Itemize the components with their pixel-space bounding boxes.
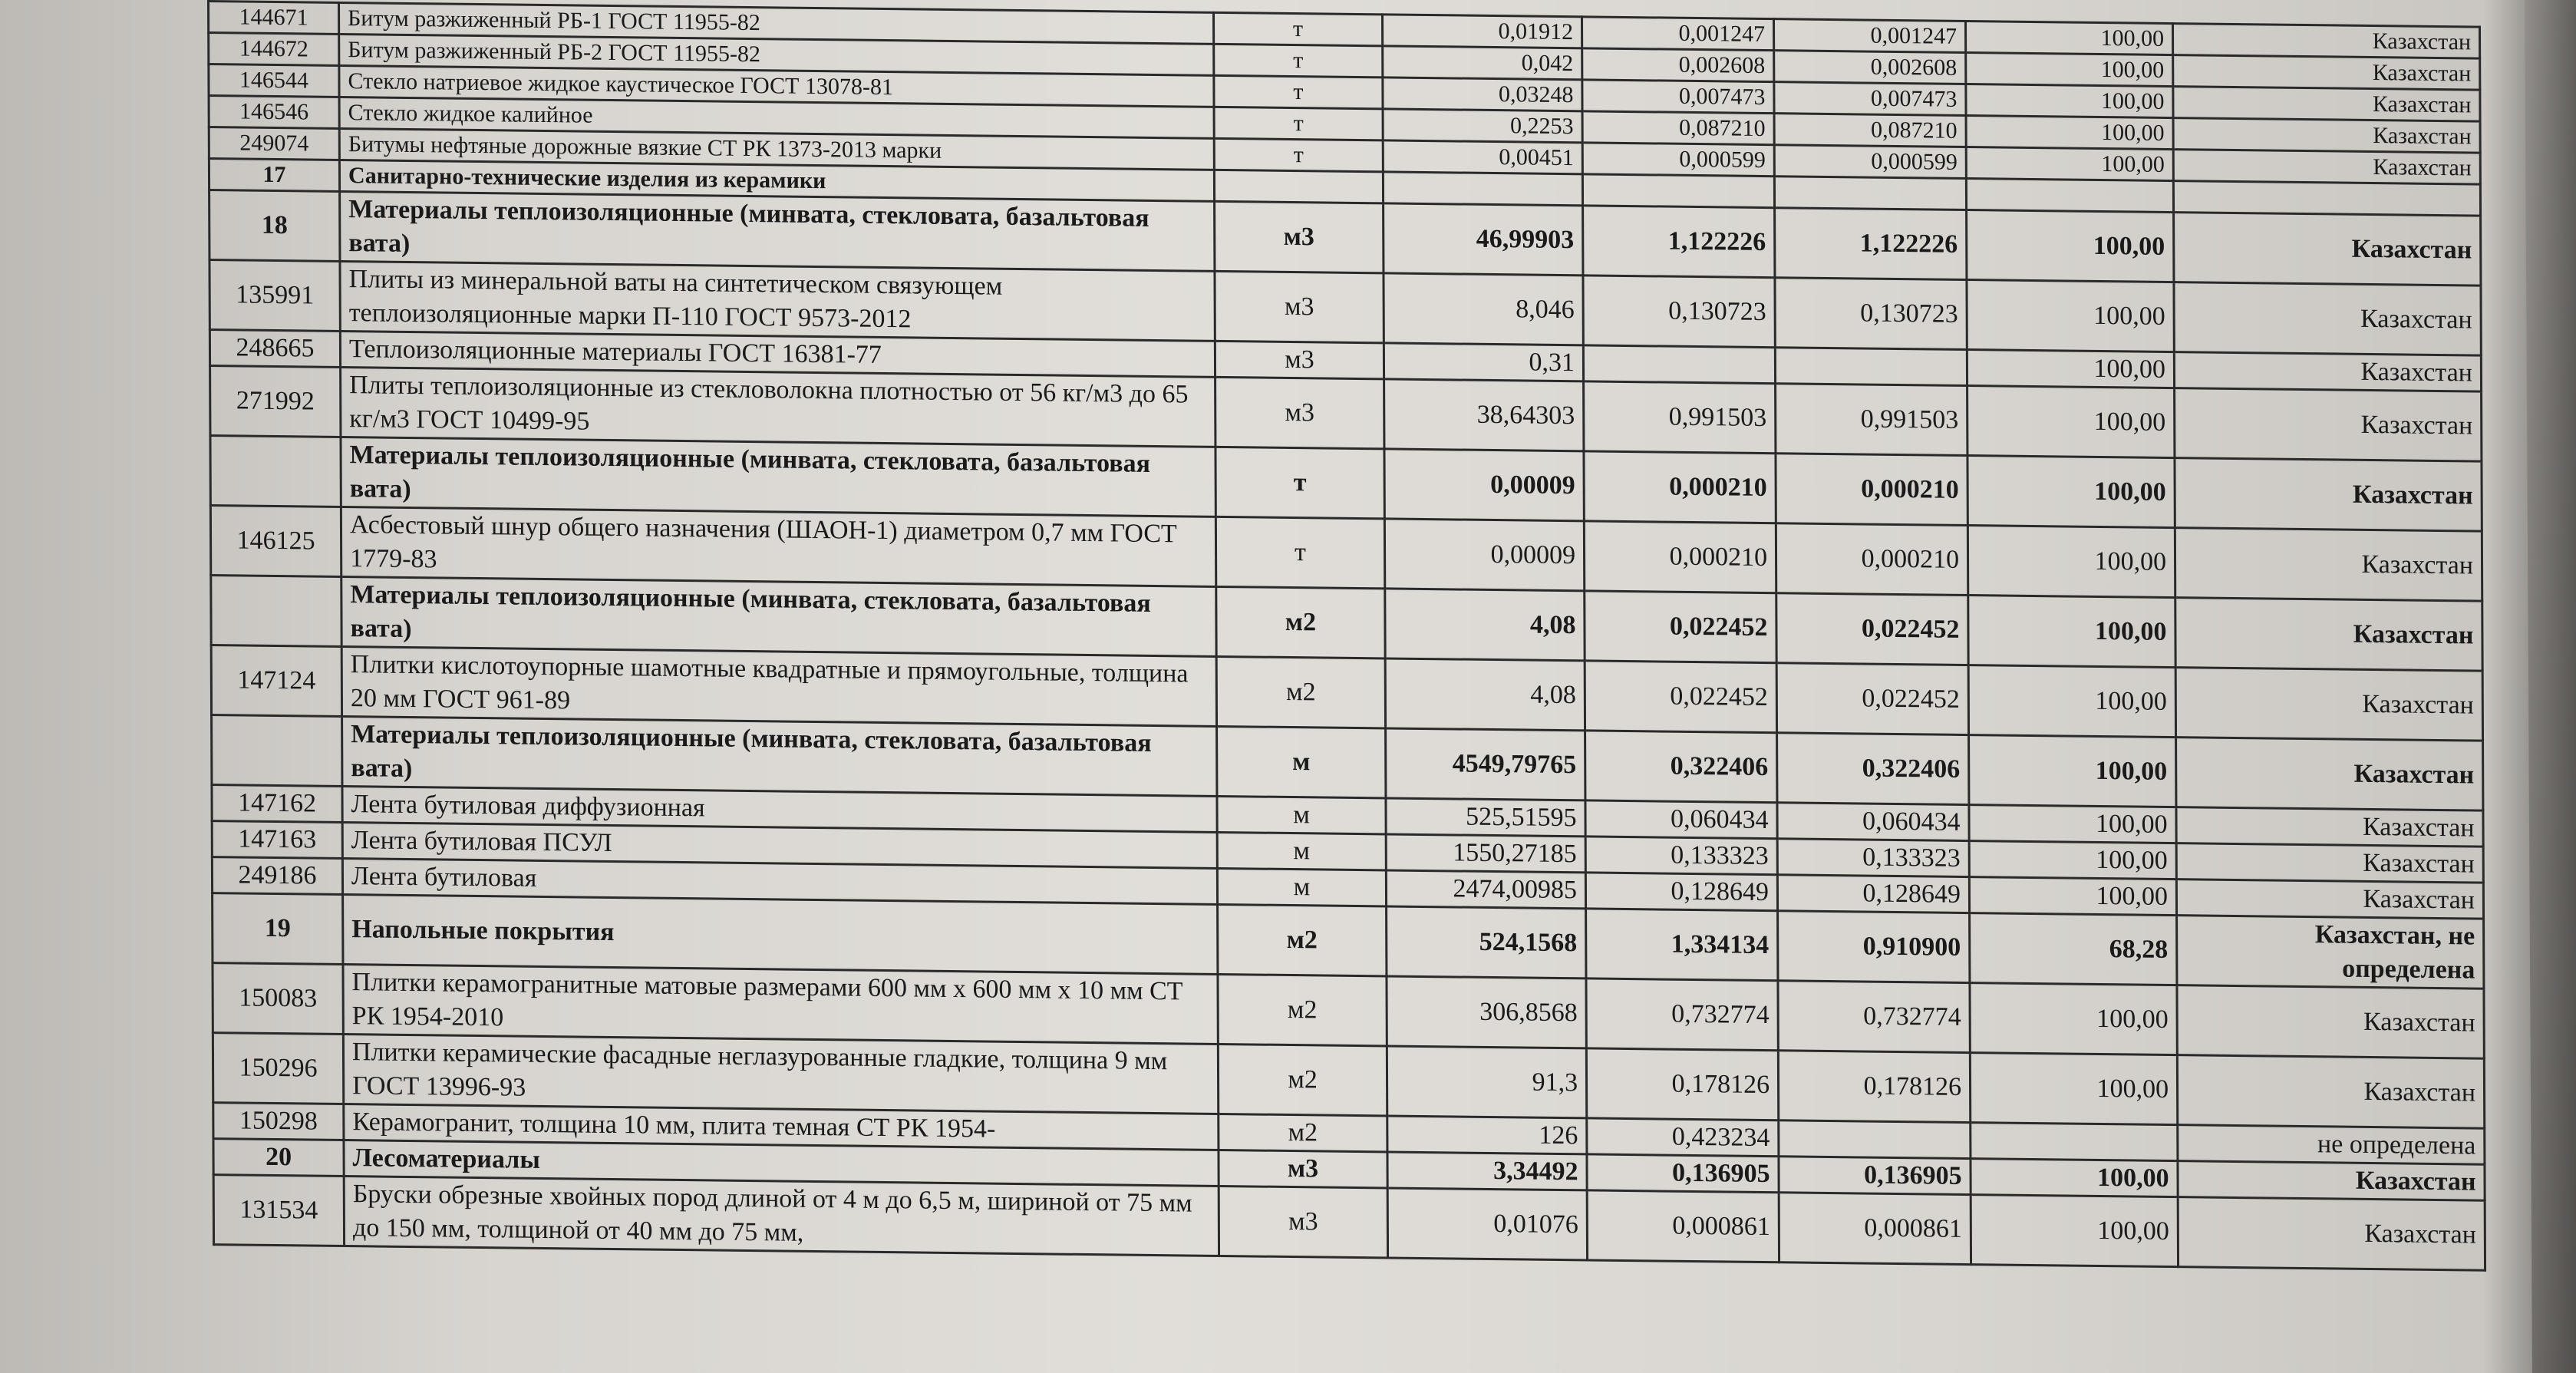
row-code: 144672 <box>209 33 339 66</box>
row-code: 131534 <box>213 1175 344 1246</box>
row-value-a <box>1583 345 1775 384</box>
row-percent: 100,00 <box>1965 21 2172 54</box>
row-name: Лесоматериалы <box>344 1140 1219 1187</box>
row-code: 249074 <box>209 127 339 160</box>
row-name: Теплоизоляционные материалы ГОСТ 16381-77 <box>340 331 1215 377</box>
row-country: Казахстан <box>2175 528 2482 602</box>
row-value-b: 0,060434 <box>1777 803 1969 841</box>
row-quantity: 0,01076 <box>1387 1188 1587 1260</box>
row-quantity: 46,99903 <box>1384 203 1583 276</box>
row-quantity: 8,046 <box>1384 273 1583 345</box>
table-body <box>209 2 2485 1271</box>
row-quantity: 0,03248 <box>1383 78 1582 111</box>
row-unit: т <box>1214 75 1383 108</box>
row-unit: т <box>1213 12 1382 45</box>
row-country: Казахстан <box>2176 807 2483 847</box>
row-quantity: 524,1568 <box>1387 906 1586 979</box>
row-value-a: 0,322406 <box>1585 731 1777 803</box>
row-percent: 100,00 <box>1969 841 2176 880</box>
row-name: Лента бутиловая ПСУЛ <box>342 823 1217 869</box>
row-quantity: 306,8568 <box>1387 976 1586 1048</box>
row-name: Плитки керамогранитные матовые размерами 600 мм х 600 мм х 10 мм СТ РК 1954-2010 <box>343 965 1218 1045</box>
row-country: Казахстан <box>2177 1055 2484 1129</box>
row-unit: м2 <box>1218 1044 1387 1116</box>
row-value-b: 0,136905 <box>1779 1157 1971 1195</box>
materials-table <box>207 0 2486 1272</box>
row-code: 147163 <box>212 821 342 859</box>
row-unit: м2 <box>1218 974 1387 1046</box>
row-value-b: 0,000861 <box>1779 1193 1971 1265</box>
row-country: Казахстан <box>2178 1161 2485 1201</box>
row-value-b: 0,910900 <box>1778 911 1970 983</box>
row-quantity: 525,51595 <box>1386 798 1585 837</box>
row-code: 146544 <box>209 64 339 97</box>
row-name: Материалы теплоизоляционные (минвата, стекловата, базальтовая вата) <box>340 191 1215 271</box>
row-quantity: 0,00009 <box>1384 519 1584 591</box>
row-percent: 100,00 <box>1966 116 2173 150</box>
row-unit: м <box>1217 726 1386 798</box>
row-code: 147124 <box>211 645 341 717</box>
row-name: Плитки кислотоупорные шамотные квадратные и прямоугольные, толщина 20 мм ГОСТ 961-89 <box>341 646 1216 726</box>
row-percent: 100,00 <box>1967 280 2174 352</box>
row-value-a: 0,000861 <box>1587 1190 1779 1262</box>
row-code <box>211 576 341 647</box>
row-unit: м3 <box>1215 341 1384 378</box>
row-percent: 100,00 <box>1969 735 2176 807</box>
row-unit: м2 <box>1219 1114 1387 1151</box>
row-value-b: 0,007473 <box>1774 82 1966 116</box>
row-value-b <box>1779 1121 1971 1159</box>
row-percent: 100,00 <box>1968 596 2175 668</box>
row-name: Битумы нефтяные дорожные вязкие СТ РК 1373-2013 марки <box>339 128 1214 170</box>
row-value-b: 0,000210 <box>1776 523 1967 596</box>
row-percent: 68,28 <box>1970 913 2177 985</box>
row-country <box>2173 181 2480 216</box>
row-value-a: 0,133323 <box>1585 837 1777 875</box>
row-value-a: 0,060434 <box>1585 800 1777 839</box>
row-unit: м2 <box>1216 586 1385 658</box>
row-value-a: 0,022452 <box>1585 591 1776 663</box>
row-percent: 100,00 <box>1966 147 2173 181</box>
row-name: Плитки керамические фасадные неглазурованные гладкие, толщина 9 мм ГОСТ 13996-93 <box>343 1035 1218 1114</box>
row-country: Казахстан <box>2173 87 2480 122</box>
row-name: Лента бутиловая диффузионная <box>342 787 1217 833</box>
row-unit: м2 <box>1218 904 1387 976</box>
row-country: Казахстан <box>2175 598 2482 672</box>
row-country: Казахстан <box>2175 668 2482 741</box>
row-value-a: 1,122226 <box>1583 206 1775 278</box>
row-value-b: 0,178126 <box>1778 1051 1970 1123</box>
row-country: Казахстан <box>2178 1197 2485 1271</box>
row-quantity: 4,08 <box>1385 589 1585 661</box>
row-value-a: 0,178126 <box>1586 1048 1778 1121</box>
row-quantity: 126 <box>1387 1116 1587 1154</box>
row-value-a: 0,087210 <box>1582 111 1774 145</box>
row-unit: т <box>1215 447 1384 519</box>
row-code: 249186 <box>212 857 342 895</box>
row-value-a: 0,991503 <box>1584 381 1776 454</box>
row-code <box>210 436 341 507</box>
row-code: 150298 <box>213 1103 344 1140</box>
row-value-b: 0,991503 <box>1776 384 1967 456</box>
row-country: Казахстан, не определена <box>2177 916 2484 989</box>
row-country: Казахстан <box>2177 985 2484 1059</box>
row-value-a: 1,334134 <box>1586 909 1778 981</box>
row-quantity: 0,00009 <box>1384 449 1584 521</box>
row-value-b <box>1775 348 1967 386</box>
row-code: 135991 <box>209 260 340 332</box>
row-country: Казахстан <box>2172 24 2479 59</box>
row-code: 150296 <box>213 1033 343 1104</box>
row-code: 146546 <box>209 96 339 129</box>
row-percent: 100,00 <box>1967 210 2174 282</box>
row-percent: 100,00 <box>1966 53 2173 87</box>
document-page <box>207 0 2484 1346</box>
edge-shadow <box>2484 0 2576 1373</box>
row-percent: 100,00 <box>1969 877 2176 916</box>
row-value-a: 0,007473 <box>1582 80 1774 114</box>
row-country: Казахстан <box>2174 282 2481 356</box>
row-unit: т <box>1214 107 1383 140</box>
row-name: Материалы теплоизоляционные (минвата, стекловата, базальтовая вата) <box>341 437 1215 517</box>
row-country: Казахстан <box>2175 388 2482 462</box>
row-percent <box>1971 1123 2178 1161</box>
row-value-b: 0,022452 <box>1776 663 1968 735</box>
row-unit: м3 <box>1219 1150 1387 1187</box>
row-country: Казахстан <box>2176 843 2483 883</box>
row-code: 248665 <box>209 330 340 368</box>
row-percent: 100,00 <box>1970 1053 2177 1125</box>
row-name: Лента бутиловая <box>342 859 1217 905</box>
row-value-b: 0,000599 <box>1774 145 1966 179</box>
row-value-a: 0,423234 <box>1587 1118 1779 1157</box>
row-value-b: 0,130723 <box>1775 278 1967 350</box>
row-name: Стекло жидкое калийное <box>339 97 1214 138</box>
row-quantity <box>1383 172 1582 206</box>
row-percent: 100,00 <box>1968 665 2175 738</box>
row-value-b: 0,732774 <box>1778 981 1970 1053</box>
row-quantity: 0,01912 <box>1382 15 1582 48</box>
row-quantity: 38,64303 <box>1384 379 1584 451</box>
row-value-b: 0,000210 <box>1776 454 1967 526</box>
row-name: Битум разжиженный РБ-2 ГОСТ 11955-82 <box>339 34 1214 75</box>
row-value-a: 0,000210 <box>1584 521 1776 593</box>
row-name: Плиты теплоизоляционные из стекловолокна плотностью от 56 кг/м3 до 65 кг/м3 ГОСТ 10499-95 <box>341 367 1215 447</box>
row-percent: 100,00 <box>1970 983 2177 1055</box>
row-country: не определена <box>2178 1125 2485 1165</box>
row-code: 271992 <box>210 366 341 437</box>
row-name: Напольные покрытия <box>343 895 1218 975</box>
row-value-b: 0,322406 <box>1777 733 1969 805</box>
row-country: Казахстан <box>2174 213 2481 286</box>
row-name: Асбестовый шнур общего назначения (ШАОН-1) диаметром 0,7 мм ГОСТ 1779-83 <box>341 507 1215 586</box>
row-code: 18 <box>209 190 340 262</box>
row-code <box>212 715 342 787</box>
row-name: Керамогранит, толщина 10 мм, плита темная СТ РК 1954- <box>344 1104 1219 1150</box>
row-value-b: 0,087210 <box>1774 114 1966 147</box>
row-code: 144671 <box>209 2 339 35</box>
row-quantity: 4549,79765 <box>1386 728 1585 800</box>
row-name: Материалы теплоизоляционные (минвата, стекловата, базальтовая вата) <box>342 717 1217 797</box>
row-country: Казахстан <box>2176 880 2483 919</box>
row-code: 146125 <box>210 506 341 577</box>
row-quantity: 0,00451 <box>1383 140 1582 174</box>
row-unit: м <box>1217 796 1386 833</box>
row-quantity: 1550,27185 <box>1386 834 1585 873</box>
row-percent: 100,00 <box>1966 84 2173 118</box>
row-quantity: 0,31 <box>1384 343 1583 381</box>
row-name: Бруски обрезные хвойных пород длиной от 4 м до 6,5 м, шириной от 75 мм до 150 мм, толщиной от 40 мм до 75 мм, <box>344 1177 1219 1256</box>
row-value-b: 1,122226 <box>1775 208 1967 280</box>
row-value-a: 0,001247 <box>1582 17 1773 51</box>
row-quantity: 0,042 <box>1383 46 1582 80</box>
row-value-a <box>1582 174 1774 208</box>
row-value-b: 0,022452 <box>1776 593 1968 665</box>
row-unit: м <box>1217 832 1386 870</box>
row-value-b <box>1774 177 1966 210</box>
row-value-b: 0,133323 <box>1777 839 1969 877</box>
row-unit: м3 <box>1215 377 1384 449</box>
row-unit: м3 <box>1219 1186 1387 1258</box>
row-code: 17 <box>209 159 339 192</box>
row-code: 20 <box>213 1139 344 1177</box>
row-value-b: 0,002608 <box>1774 51 1966 84</box>
row-value-a: 0,000210 <box>1584 451 1776 523</box>
row-country: Казахстан <box>2173 118 2480 153</box>
row-value-b: 0,001247 <box>1773 19 1965 53</box>
row-name: Материалы теплоизоляционные (минвата, стекловата, базальтовая вата) <box>341 576 1216 656</box>
row-percent: 100,00 <box>1967 386 2175 458</box>
row-code: 150083 <box>213 963 343 1035</box>
row-percent: 100,00 <box>1967 526 2175 598</box>
row-quantity: 2474,00985 <box>1386 870 1585 909</box>
row-percent: 100,00 <box>1967 456 2175 528</box>
row-quantity: 91,3 <box>1387 1046 1586 1118</box>
row-percent: 100,00 <box>1971 1159 2178 1197</box>
row-value-a: 0,002608 <box>1582 48 1774 82</box>
row-name: Стекло натриевое жидкое каустическое ГОСТ 13078-81 <box>339 65 1214 107</box>
row-percent <box>1966 179 2173 213</box>
row-country: Казахстан <box>2173 150 2480 185</box>
row-unit: т <box>1214 44 1383 77</box>
row-value-b: 0,128649 <box>1777 875 1969 913</box>
row-unit <box>1214 170 1383 203</box>
row-code: 19 <box>213 893 343 965</box>
row-unit: м3 <box>1215 271 1384 343</box>
row-country: Казахстан <box>2176 738 2483 811</box>
row-country: Казахстан <box>2175 458 2482 532</box>
row-value-a: 0,136905 <box>1587 1154 1779 1193</box>
row-code: 147162 <box>212 785 342 823</box>
row-name: Плиты из минеральной ваты на синтетическом связующем теплоизоляционные марки П-110 ГОСТ 9573-2012 <box>340 261 1215 341</box>
row-value-a: 0,128649 <box>1585 873 1777 911</box>
row-value-a: 0,022452 <box>1585 661 1776 733</box>
row-unit: т <box>1215 517 1384 589</box>
row-quantity: 0,2253 <box>1383 109 1582 143</box>
row-percent: 100,00 <box>1969 805 2176 843</box>
row-percent: 100,00 <box>1971 1195 2178 1267</box>
row-country: Казахстан <box>2174 352 2481 392</box>
row-name: Битум разжиженный РБ-1 ГОСТ 11955-82 <box>339 2 1214 44</box>
row-unit: м <box>1217 868 1386 906</box>
row-name: Санитарно-технические изделия из керамики <box>339 160 1214 201</box>
row-country: Казахстан <box>2173 55 2480 91</box>
row-unit: т <box>1214 138 1383 171</box>
row-unit: м3 <box>1215 201 1384 273</box>
row-value-a: 0,732774 <box>1586 979 1778 1051</box>
row-value-a: 0,000599 <box>1582 143 1774 177</box>
row-quantity: 3,34492 <box>1387 1152 1587 1190</box>
row-quantity: 4,08 <box>1385 658 1585 731</box>
row-percent: 100,00 <box>1967 350 2174 388</box>
row-unit: м2 <box>1216 656 1385 728</box>
row-value-a: 0,130723 <box>1583 276 1775 348</box>
